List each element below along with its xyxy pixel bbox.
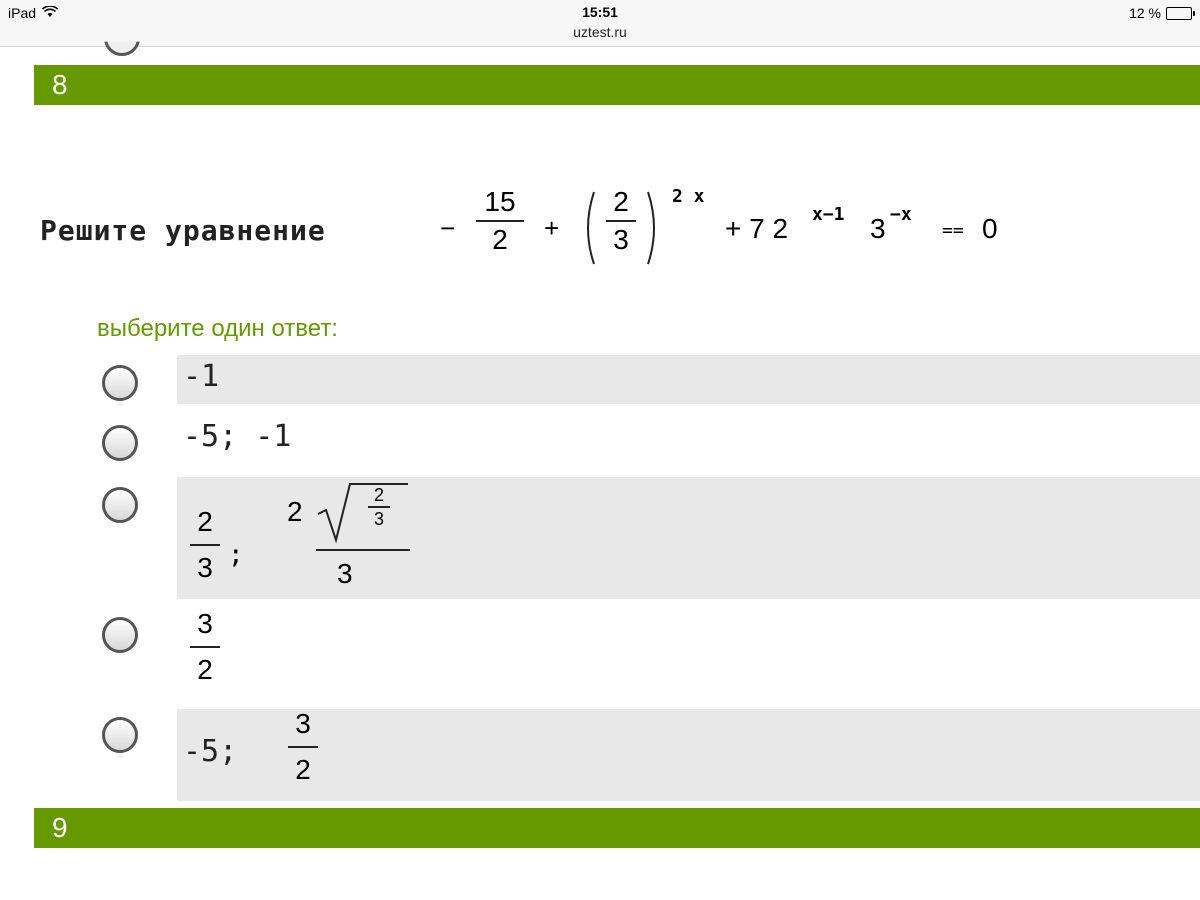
question-header: [34, 65, 1200, 105]
option-3-b-coefficient: 2: [287, 496, 303, 527]
option-4-fraction: [190, 610, 220, 684]
question-number: 9: [52, 812, 68, 843]
eq-exponent-1: 2 x: [672, 186, 705, 207]
option-3-radicand-numerator: 2: [373, 485, 384, 505]
eq-f1-denominator: 2: [492, 224, 508, 255]
option-4-numerator: 3: [197, 608, 213, 639]
option-3-fraction-a: [190, 508, 220, 582]
eq-right-paren: [642, 188, 664, 268]
option-3-separator: ;: [228, 540, 244, 570]
option-3-radicand-denominator: 3: [373, 509, 384, 529]
device-name: iPad: [8, 5, 37, 21]
answer-prompt: выберите один ответ:: [97, 315, 338, 342]
eq-left-paren: [578, 188, 600, 268]
eq-term-2: + 7 2: [725, 213, 789, 244]
option-radio-5[interactable]: [102, 717, 138, 753]
option-row-5[interactable]: [177, 709, 1200, 801]
eq-fraction-2: [606, 188, 636, 254]
eq-f1-numerator: 15: [484, 186, 516, 217]
clock: 15:51: [582, 4, 618, 20]
eq-f2-denominator: 3: [613, 224, 629, 255]
eq-equals: ==: [942, 220, 964, 241]
eq-exponent-2: x−1: [812, 204, 845, 225]
option-5-fraction: [288, 710, 318, 784]
eq-plus: +: [544, 213, 560, 243]
option-3-a-numerator: 2: [197, 506, 213, 537]
eq-rhs: 0: [982, 213, 998, 244]
option-3-a-denominator: 3: [197, 552, 213, 583]
question-number: 8: [52, 69, 68, 100]
eq-term-3: 3: [870, 213, 886, 244]
option-row-1[interactable]: [177, 355, 1200, 404]
option-5-denominator: 2: [295, 754, 311, 785]
eq-fraction-1: [476, 188, 524, 254]
battery-percent: 12 %: [1129, 5, 1161, 21]
option-text-1: -1: [183, 359, 220, 394]
option-3-sqrt-sign: [316, 482, 410, 552]
option-3-b-denominator: 3: [337, 558, 353, 589]
option-radio-3[interactable]: [102, 487, 138, 523]
eq-exponent-3: −x: [890, 204, 912, 225]
question-text: [40, 180, 1040, 280]
option-radio-2[interactable]: [102, 425, 138, 461]
eq-f2-numerator: 2: [613, 186, 629, 217]
option-5-prefix: -5;: [183, 734, 238, 769]
option-3-radicand: [368, 486, 390, 528]
option-text-2: -5; -1: [183, 419, 292, 454]
option-radio-4[interactable]: [102, 617, 138, 653]
battery-icon: [1166, 7, 1192, 20]
status-right: [1129, 5, 1192, 21]
option-5-numerator: 3: [295, 708, 311, 739]
address-bar[interactable]: uztest.ru: [573, 24, 627, 40]
option-radio-1[interactable]: [102, 365, 138, 401]
question-label: Решите уравнение: [40, 214, 326, 247]
status-bar: [0, 0, 1200, 47]
eq-minus: −: [440, 213, 456, 243]
option-4-denominator: 2: [197, 654, 213, 685]
question-header: [34, 808, 1200, 848]
